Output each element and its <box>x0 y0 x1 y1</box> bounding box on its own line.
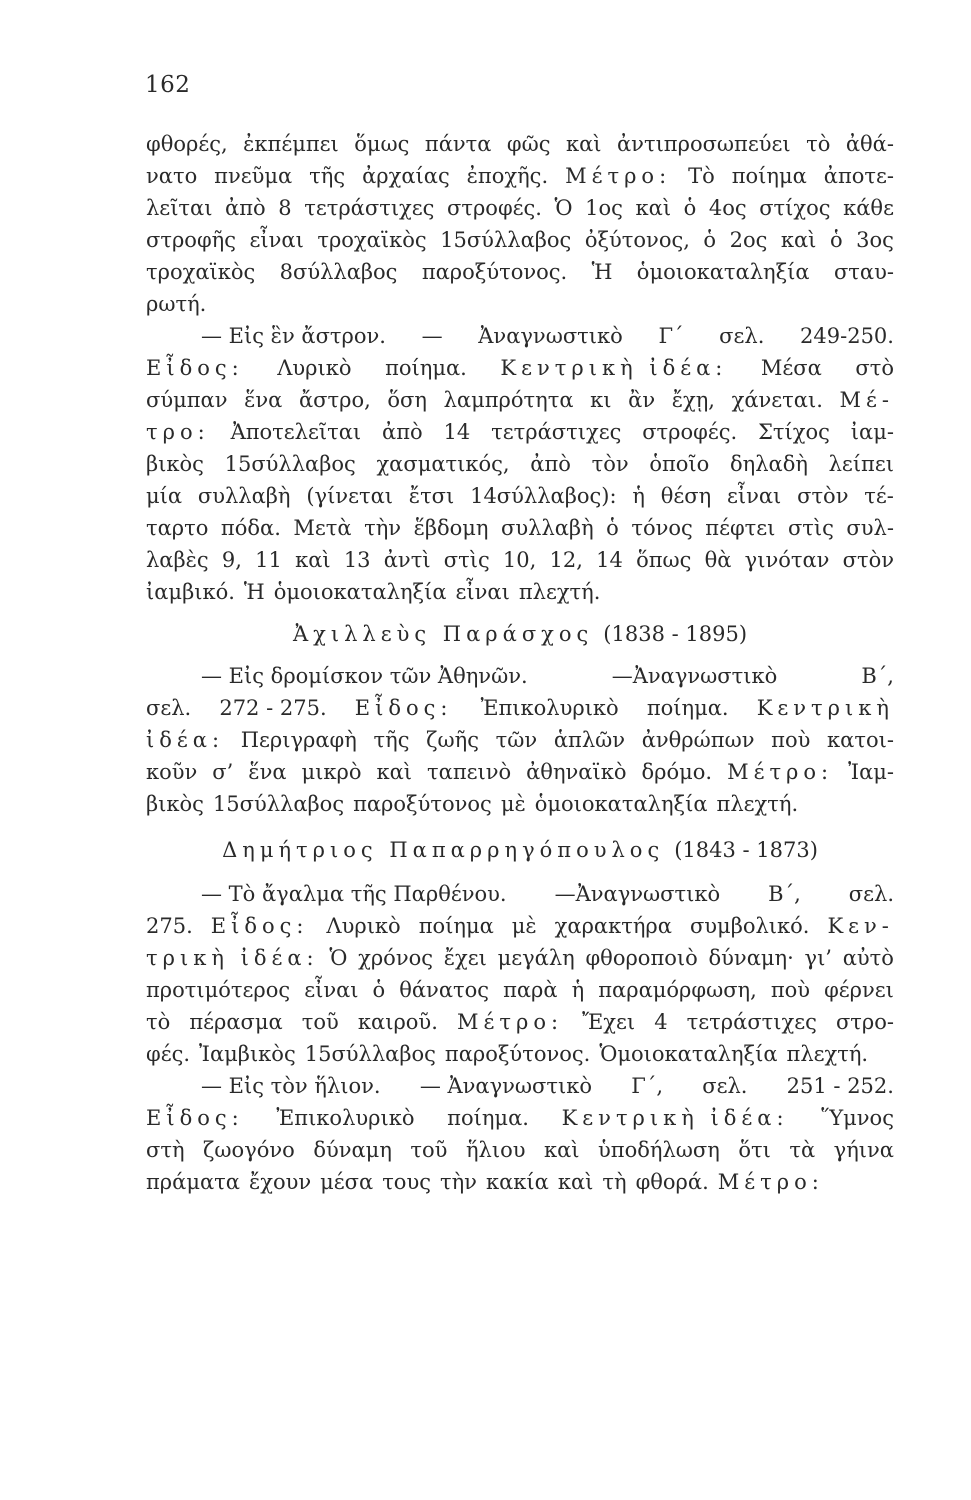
word: (1838 - 1895) <box>603 622 748 646</box>
word: ποίημα <box>731 164 807 188</box>
word: καιροῦ. <box>357 1010 438 1034</box>
word: κοῦν <box>146 760 198 784</box>
word: παροξύτονος. <box>444 1042 591 1066</box>
word: Ἀχιλλεὺς Παράσχος <box>292 622 594 646</box>
word: ἕβδομη <box>413 516 489 540</box>
word: 272 - 275. <box>219 696 327 720</box>
word: τροχαϊκὸς <box>317 228 427 252</box>
word: (γίνεται <box>306 484 393 508</box>
word: κατοι- <box>827 728 894 752</box>
section-heading <box>146 834 894 866</box>
word: Β΄, <box>861 664 894 688</box>
word: — Εἰς ἓν ἄστρον. <box>201 324 386 348</box>
word: ἀρχαίας <box>362 164 450 188</box>
text-line <box>146 756 894 788</box>
word: τὸ <box>806 132 831 156</box>
word: 2ος <box>729 228 768 252</box>
word: φθοροποιὸ <box>585 946 698 970</box>
word: στρο- <box>835 1010 894 1034</box>
word: θὰ <box>704 548 732 572</box>
word: τὴ <box>602 1170 627 1194</box>
word: Γ΄ <box>658 324 684 348</box>
text-line <box>146 692 894 724</box>
text-line <box>146 192 894 224</box>
word: ἂν <box>628 388 656 412</box>
word: 275. <box>146 914 193 938</box>
word: 1ος <box>585 196 623 220</box>
word: ὁποῖο <box>649 452 710 476</box>
word: Ἀναγνωστικὸ <box>478 324 623 348</box>
word: Γ΄, <box>631 1074 663 1098</box>
word: βικὸς <box>146 792 204 816</box>
word: συλ- <box>846 516 894 540</box>
word: Περιγραφὴ <box>240 728 357 752</box>
word: 11 <box>255 548 282 572</box>
word: ἀντιπροσωπεύει <box>617 132 791 156</box>
word: ὁμοιοκαταληξία <box>273 580 447 604</box>
word: κάθε <box>843 196 894 220</box>
word: Κεντρικὴ ἰδέα: <box>561 1106 789 1130</box>
word: τοῦ <box>410 1138 448 1162</box>
word: στὸν <box>797 484 849 508</box>
word: Εἶδος: <box>210 914 309 938</box>
text-line <box>146 256 894 288</box>
paragraph <box>146 128 894 320</box>
word: πλεχτή. <box>786 1042 869 1066</box>
word: καὶ <box>557 1170 594 1194</box>
word: ταρτο <box>146 516 209 540</box>
word: πέφτει <box>705 516 776 540</box>
word: φῶς <box>506 132 551 156</box>
word: σελ. <box>146 696 192 720</box>
word: πλεχτή. <box>716 792 799 816</box>
paragraph <box>146 878 894 1070</box>
word: — Εἰς τὸν ἥλιον. <box>201 1074 381 1098</box>
word: 4ος <box>708 196 747 220</box>
word: ἀπὸ <box>530 452 571 476</box>
word: 15σύλλαβος <box>304 1042 436 1066</box>
word: στίχος <box>759 196 831 220</box>
word: ἕνα <box>248 760 287 784</box>
word: 251 - 252. <box>786 1074 894 1098</box>
paragraph <box>146 320 894 608</box>
word: σύμπαν <box>146 388 228 412</box>
word: ἀντὶ <box>383 548 431 572</box>
word: συλλαβὴ <box>501 516 594 540</box>
word: στροφές. <box>447 196 542 220</box>
word: τετράστιχες <box>686 1010 817 1034</box>
word: ὅση <box>387 388 427 412</box>
word: τόνος <box>631 516 693 540</box>
word: τρο: <box>146 420 210 444</box>
text-line <box>146 1134 894 1166</box>
word: ἔχῃ, <box>671 388 715 412</box>
word: πέρασμα <box>189 1010 283 1034</box>
word: ἀποτε- <box>823 164 894 188</box>
word: ποίημα. <box>385 356 467 380</box>
word: πράματα <box>146 1170 240 1194</box>
word: χαρακτήρα <box>554 914 672 938</box>
word: ὁ <box>829 228 843 252</box>
word: τετράστιχες <box>491 420 622 444</box>
word: ἡ <box>632 484 645 508</box>
word: σταυ- <box>833 260 894 284</box>
text-line <box>146 512 894 544</box>
word: Κεν- <box>827 914 894 938</box>
word: χασματικός, <box>376 452 510 476</box>
word: τους <box>382 1170 431 1194</box>
word: παραμόρφωση, <box>598 978 757 1002</box>
text-line <box>146 352 894 384</box>
word: 249-250. <box>800 324 894 348</box>
word: τὴν <box>364 516 402 540</box>
word: συλλαβὴ <box>197 484 291 508</box>
text-line <box>146 1102 894 1134</box>
word: λαβὲς <box>146 548 209 572</box>
word: φθορές, <box>146 132 228 156</box>
word: ὅπως <box>636 548 692 572</box>
word: ἔχουν <box>248 1170 312 1194</box>
word: ποίημα. <box>646 696 729 720</box>
word: στροφῆς <box>146 228 236 252</box>
word: Ἰαμ- <box>848 760 894 784</box>
word: σ’ <box>212 760 234 784</box>
word: κακία <box>485 1170 549 1194</box>
word: δύναμη· <box>708 946 794 970</box>
word: Ἐπικολυρικὸ <box>276 1106 415 1130</box>
word: λεῖται <box>146 196 213 220</box>
word: (1843 - 1873) <box>674 838 818 862</box>
word: Ὁμοιοκαταληξία <box>599 1042 778 1066</box>
text-line <box>146 1006 894 1038</box>
word: ποίημα. <box>447 1106 529 1130</box>
text-line <box>146 1166 894 1198</box>
word: 12, <box>549 548 583 572</box>
word: φθορά. <box>635 1170 709 1194</box>
word: χάνεται. <box>731 388 823 412</box>
word: δρόμο. <box>641 760 713 784</box>
paragraph <box>146 660 894 820</box>
word: ἀπὸ <box>225 196 266 220</box>
word: Β΄, <box>768 882 801 906</box>
word: στὴ <box>146 1138 185 1162</box>
word: μέσα <box>320 1170 374 1194</box>
word: αὐτὸ <box>842 946 894 970</box>
word: 10, <box>502 548 537 572</box>
word: 14 <box>596 548 623 572</box>
word: — <box>421 324 443 348</box>
text-line <box>146 576 894 608</box>
word: ἰαμβικό. <box>146 580 235 604</box>
word: τὸ <box>146 1010 171 1034</box>
word: νατο <box>146 164 198 188</box>
word: παρὰ <box>503 978 558 1002</box>
word: ποὺ <box>770 978 811 1002</box>
word: ὀξύτονος, <box>584 228 690 252</box>
word: εἶναι <box>455 580 510 604</box>
word: μεγάλη <box>497 946 575 970</box>
word: Ἡ <box>591 260 613 284</box>
word: πόδα. <box>220 516 281 540</box>
text-line <box>146 480 894 512</box>
word: κι <box>590 388 612 412</box>
word: δύναμη <box>313 1138 392 1162</box>
word: θέση <box>660 484 712 508</box>
word: 13 <box>343 548 371 572</box>
word: ἥλιου <box>465 1138 526 1162</box>
text-line <box>146 448 894 480</box>
word: — Τὸ ἄγαλμα τῆς Παρθένου. <box>201 882 507 906</box>
word: ἄστρο, <box>298 388 371 412</box>
word: πλεχτή. <box>518 580 601 604</box>
text-line <box>146 128 894 160</box>
word: Μέτρο: <box>717 1170 824 1194</box>
text-line <box>146 544 894 576</box>
word: Ὁ <box>329 946 348 970</box>
word: ὁ <box>703 228 717 252</box>
word: τῆς <box>373 728 410 752</box>
word: Εἶδος: <box>146 356 244 380</box>
word: γινόταν <box>744 548 830 572</box>
word: ἁπλῶν <box>553 728 626 752</box>
word: ὁ <box>372 978 386 1002</box>
word: καὶ <box>295 548 331 572</box>
word: Εἶδος: <box>146 1106 244 1130</box>
word: μία <box>146 484 183 508</box>
word: 8 <box>278 196 292 220</box>
word: ἰαμ- <box>850 420 894 444</box>
word: τρικὴ ἰδέα: <box>146 946 319 970</box>
text-line <box>146 878 894 910</box>
text-line <box>146 288 894 320</box>
word: 15σύλλαβος <box>440 228 572 252</box>
word: τὸν <box>591 452 629 476</box>
word: τῶν <box>495 728 538 752</box>
word: παροξύτονος. <box>421 260 568 284</box>
word: καὶ <box>635 196 672 220</box>
word: καὶ <box>780 228 817 252</box>
word: ζωογόνο <box>203 1138 295 1162</box>
word: πάντα <box>424 132 492 156</box>
word: ρωτή. <box>146 292 207 316</box>
word: ἐποχῆς. <box>466 164 549 188</box>
word: 3ος <box>856 228 894 252</box>
word: Μέτρο: <box>727 760 834 784</box>
word: ποὺ <box>771 728 811 752</box>
text-line <box>146 1038 894 1070</box>
word: καὶ <box>376 760 413 784</box>
word: 9, <box>221 548 242 572</box>
word: 8σύλλαβος <box>279 260 398 284</box>
word: ποίημα <box>418 914 494 938</box>
word: ὅτι <box>738 1138 771 1162</box>
word: Δημήτριος Παπαρρηγόπουλος <box>222 838 665 862</box>
word: φές. <box>146 1042 191 1066</box>
word: σελ. <box>848 882 894 906</box>
word: στὶς <box>787 516 834 540</box>
text-line <box>146 618 894 650</box>
word: Λυρικὸ <box>326 914 401 938</box>
word: ἡ <box>571 978 585 1002</box>
word: ἀθά- <box>845 132 894 156</box>
text-line <box>146 834 894 866</box>
text-line <box>146 788 894 820</box>
word: ἀνθρώπων <box>641 728 755 752</box>
word: πνεῦμα <box>214 164 293 188</box>
word: στὶς <box>443 548 490 572</box>
word: 15σύλλαβος <box>224 452 356 476</box>
word: Μέτρο: <box>456 1010 564 1034</box>
word: —Ἀναγνωστικὸ <box>611 664 778 688</box>
word: Τὸ <box>688 164 715 188</box>
word: σελ. <box>702 1074 748 1098</box>
word: χρόνος <box>358 946 433 970</box>
word: στὸ <box>855 356 894 380</box>
word: Κεντρικὴ <box>756 696 894 720</box>
word: ὁ <box>683 196 697 220</box>
word: στὸν <box>842 548 894 572</box>
text-line <box>146 974 894 1006</box>
word: ἔτσι <box>408 484 455 508</box>
word: ἀθηναϊκὸ <box>526 760 627 784</box>
word: γι’ <box>804 946 832 970</box>
word: Ἡ <box>243 580 265 604</box>
word: Ἐπικολυρικὸ <box>480 696 619 720</box>
word: καὶ <box>543 1138 580 1162</box>
word: προτιμότερος <box>146 978 291 1002</box>
word: καὶ <box>565 132 602 156</box>
word: Ἰαμβικὸς <box>199 1042 296 1066</box>
word: ζωῆς <box>426 728 479 752</box>
text-line <box>146 416 894 448</box>
text-line <box>146 910 894 942</box>
word: εἶναι <box>249 228 304 252</box>
word: ὁμοιοκαταληξία <box>534 792 708 816</box>
word: εἶναι <box>727 484 782 508</box>
word: 15σύλλαβος <box>212 792 345 816</box>
word: 4 <box>654 1010 668 1034</box>
word: τὰ <box>789 1138 816 1162</box>
word: φέρνει <box>824 978 894 1002</box>
text-line <box>146 660 894 692</box>
word: εἶναι <box>304 978 359 1002</box>
body-text <box>146 128 894 1198</box>
section-heading <box>146 618 894 650</box>
word: Εἶδος: <box>354 696 453 720</box>
text-line <box>146 1070 894 1102</box>
word: Λυρικὸ <box>277 356 352 380</box>
word: Στίχος <box>758 420 830 444</box>
word: —Ἀναγνωστικὸ <box>554 882 721 906</box>
word: μικρὸ <box>301 760 362 784</box>
word: ὁμοιοκαταληξία <box>636 260 810 284</box>
word: Μέσα <box>760 356 822 380</box>
word: ἀπὸ <box>382 420 423 444</box>
word: δηλαδὴ <box>729 452 808 476</box>
word: Ἔχει <box>582 1010 636 1034</box>
word: Κεντρικὴ ἰδέα: <box>500 356 728 380</box>
text-line <box>146 724 894 756</box>
word: ταπεινὸ <box>427 760 512 784</box>
word: τροχαϊκὸς <box>146 260 256 284</box>
text-line <box>146 320 894 352</box>
word: τετράστιχες <box>304 196 435 220</box>
word: λαμπρότητα <box>443 388 574 412</box>
word: παροξύτονος <box>353 792 492 816</box>
word: συμβολικό. <box>689 914 810 938</box>
word: — Ἀναγνωστικὸ <box>419 1074 593 1098</box>
word: Μέτρο: <box>565 164 672 188</box>
word: τῆς <box>309 164 346 188</box>
word: ὅμως <box>354 132 410 156</box>
word: στροφές. <box>642 420 738 444</box>
word: τέ- <box>864 484 894 508</box>
word: ἐκπέμπει <box>243 132 339 156</box>
word: ὑποδήλωση <box>598 1138 720 1162</box>
word: ἕνα <box>244 388 283 412</box>
word: 14σύλλαβος): <box>470 484 617 508</box>
word: βικὸς <box>146 452 204 476</box>
word: Ὕμνος <box>821 1106 894 1130</box>
word: μὲ <box>500 792 526 816</box>
word: Μέ- <box>839 388 894 412</box>
word: θάνατος <box>399 978 490 1002</box>
word: Μετὰ <box>293 516 352 540</box>
word: τὴν <box>439 1170 477 1194</box>
word: σελ. <box>719 324 765 348</box>
word: τοῦ <box>301 1010 339 1034</box>
word: Ἀποτελεῖται <box>230 420 362 444</box>
word: — Εἰς δρομίσκον τῶν Ἀθηνῶν. <box>201 664 528 688</box>
text-line <box>146 224 894 256</box>
word: λείπει <box>828 452 894 476</box>
text-line <box>146 942 894 974</box>
text-line <box>146 160 894 192</box>
word: 14 <box>443 420 471 444</box>
word: ὁ <box>606 516 619 540</box>
paragraph <box>146 1070 894 1198</box>
word: Ὁ <box>554 196 573 220</box>
word: γήινα <box>833 1138 894 1162</box>
word: ἔχει <box>443 946 487 970</box>
page-number: 162 <box>145 72 191 98</box>
word: ἰδέα: <box>146 728 225 752</box>
text-line <box>146 384 894 416</box>
word: μὲ <box>511 914 537 938</box>
